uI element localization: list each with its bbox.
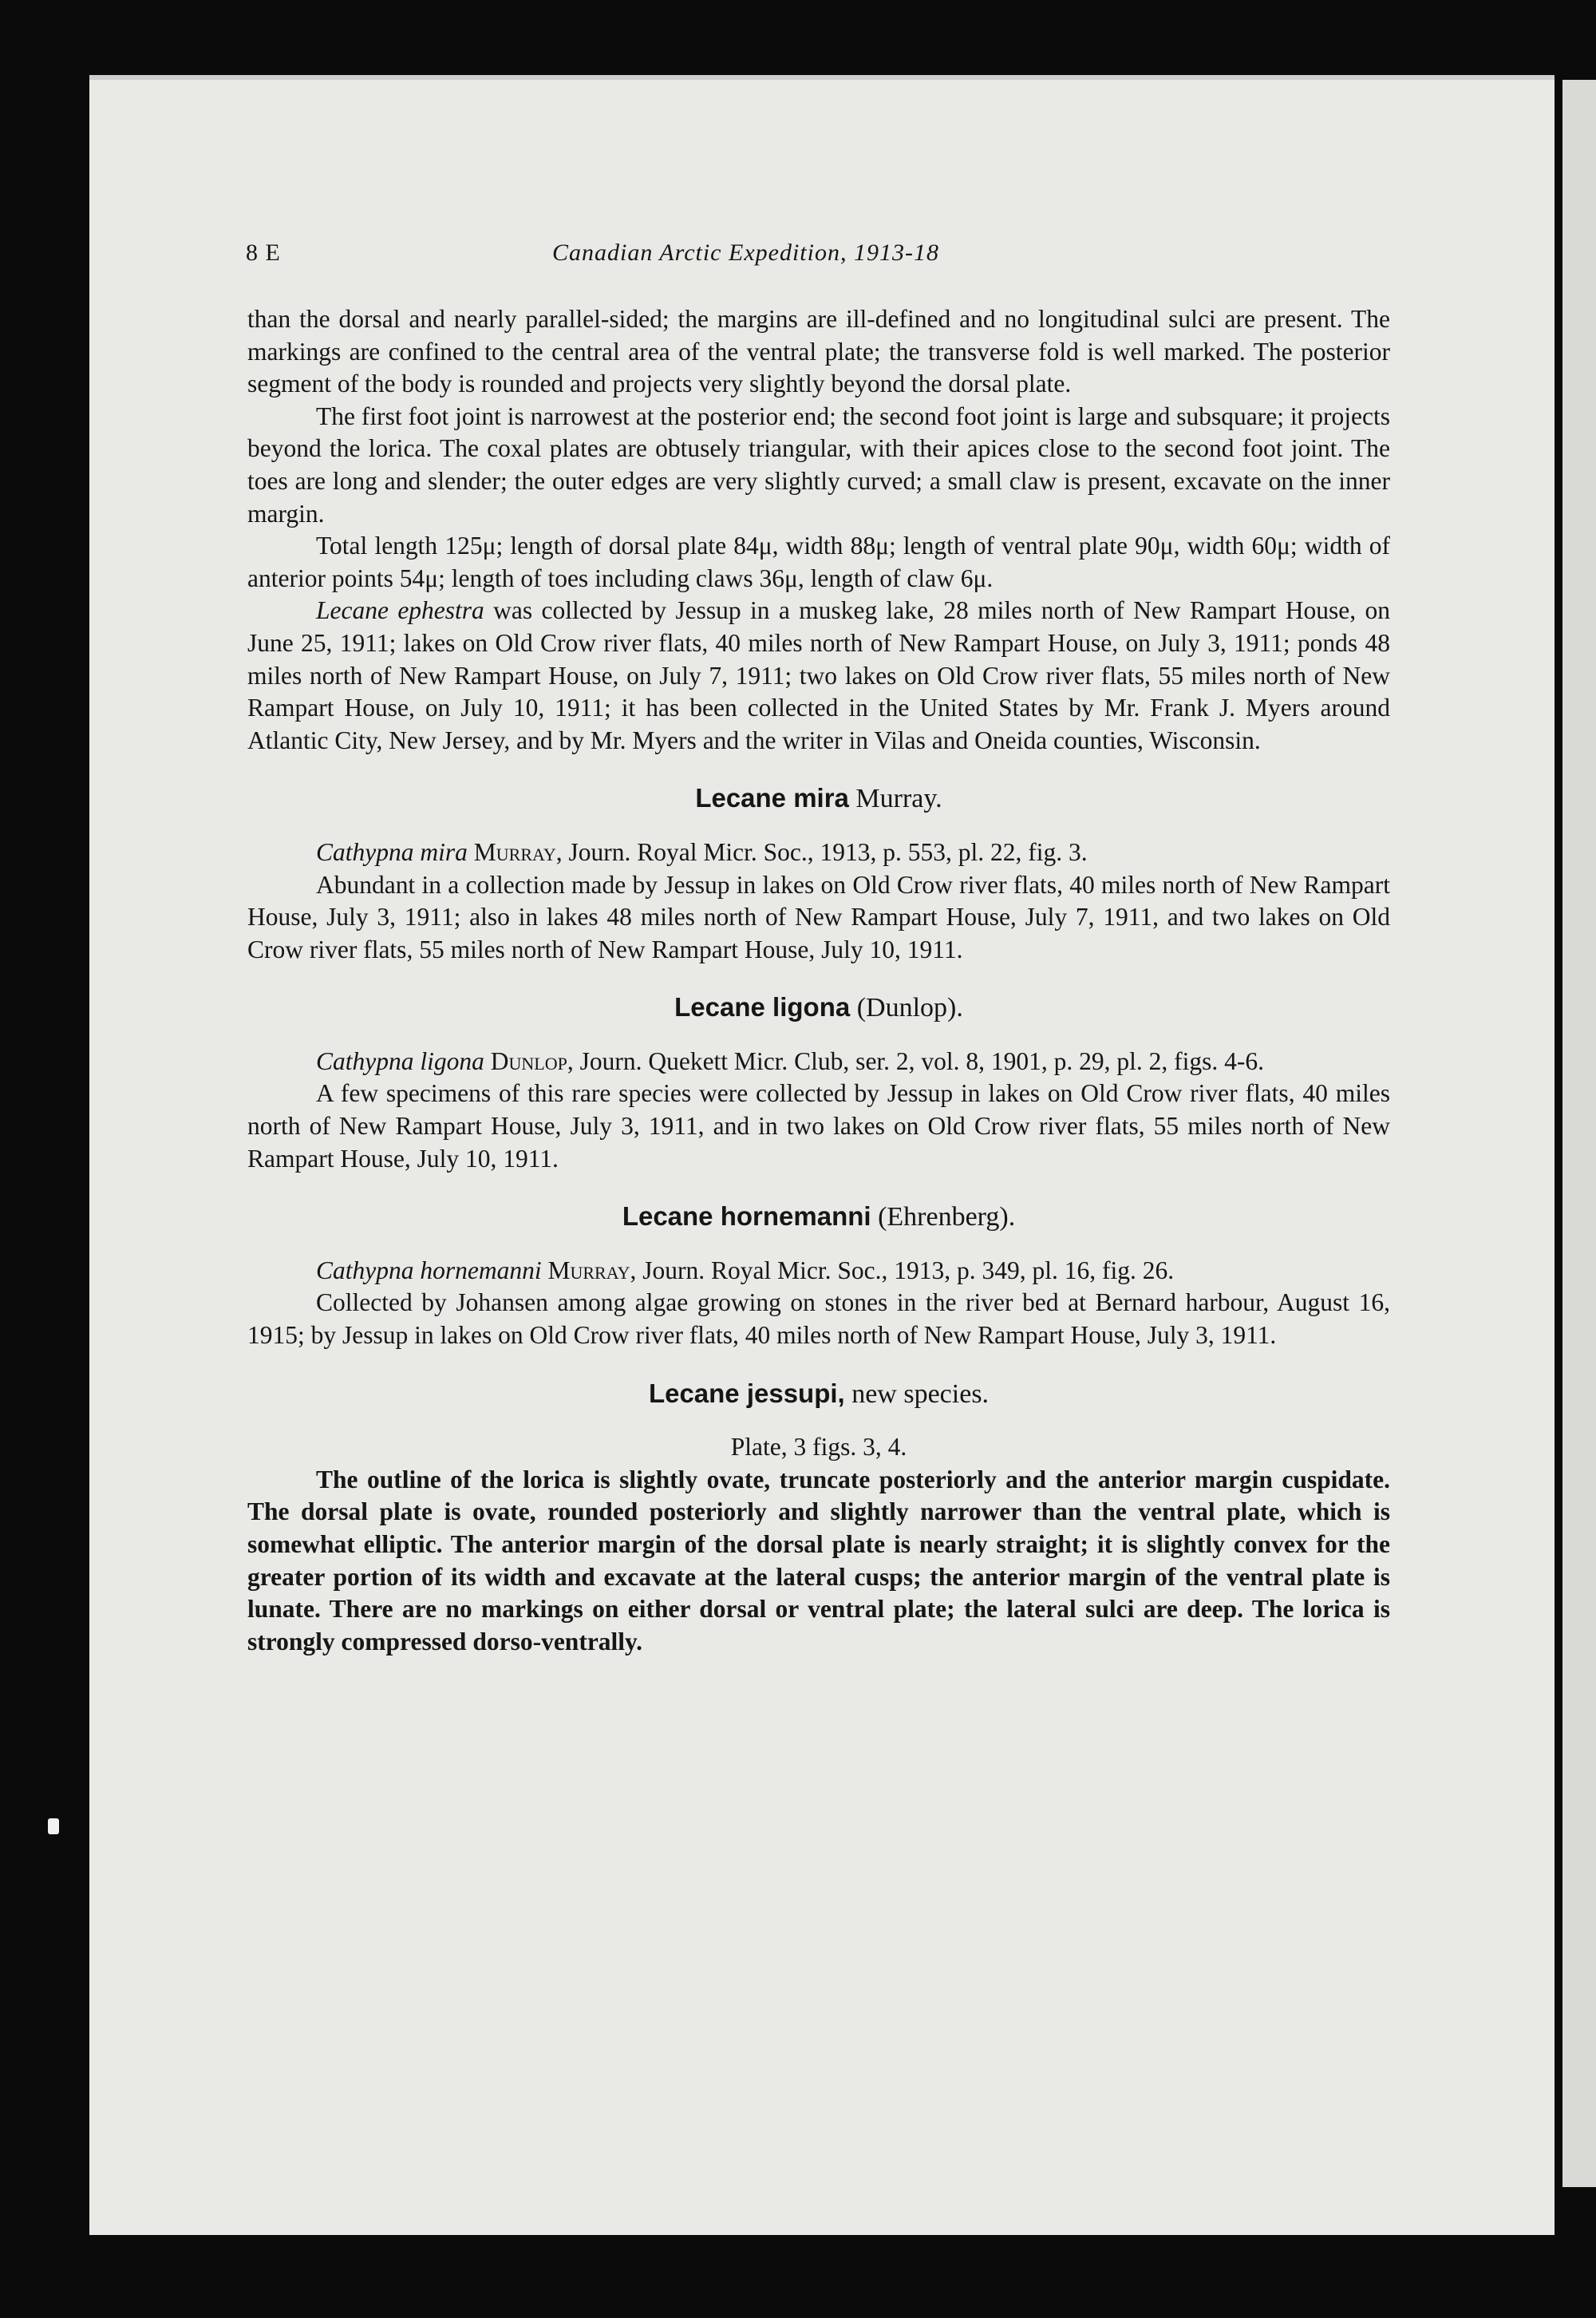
- species-heading-ligona: [247, 991, 1390, 1025]
- record-hornemanni: Collected by Johansen among algae growing on stones in the river bed at Bernard harbour, August 16, 1915; by Jessup in lakes on Old Crow river flats, 40 miles north of New Rampart House, July 3, 1911.: [247, 1288, 1390, 1350]
- species-authority: (Dunlop).: [856, 993, 963, 1023]
- cite-author: Dunlop,: [490, 1046, 574, 1075]
- synonym-name: Cathypna hornemanni: [316, 1256, 542, 1284]
- citation: Journ. Royal Micr. Soc., 1913, p. 553, pl. 22, fig. 3.: [562, 837, 1088, 866]
- record-mira: Abundant in a collection made by Jessup in lakes on Old Crow river flats, 40 miles north of New Rampart House, July 3, 1911; also in lakes 48 miles north of New Rampart House, July 7, 1911, and two lakes on Old Crow river flats, 55 miles north of New Rampart House, July 10, 1911.: [247, 870, 1390, 963]
- species-heading-mira: [247, 782, 1390, 816]
- species-authority: Murray.: [855, 784, 942, 814]
- species-name: Lecane jessupi,: [648, 1378, 845, 1408]
- page-number: 8 E: [246, 239, 281, 266]
- synonym-name: Cathypna mira: [316, 837, 468, 866]
- description-jessupi: The outline of the lorica is slightly ovate, truncate posteriorly and the anterior margin cuspidate. The dorsal plate is ovate, rounded posteriorly and slightly narrower than the ventral plate, which is somewhat elliptic. The anterior margin of the dorsal plate is nearly straight; it is slightly convex for the greater portion of its width and excavate at the lateral cusps; the anterior margin of the ventral plate is lunate. There are no markings on either dorsal or ventral plate; the lateral sulci are deep. The lorica is strongly compressed dorso-ventrally.: [247, 1465, 1390, 1655]
- synonym-name: Cathypna ligona: [316, 1046, 484, 1075]
- species-name: Lecane ligona: [674, 992, 851, 1023]
- species-name-italic: Lecane ephestra: [316, 596, 484, 625]
- paragraph-continued: than the dorsal and nearly parallel-sided; the margins are ill-defined and no longitudinal sulci are present. The markings are confined to the central area of the ventral plate; the transverse fold is well marked. The posterior segment of the body is rounded and projects very slightly beyond the dorsal plate.: [247, 305, 1390, 398]
- species-heading-hornemanni: [247, 1201, 1390, 1234]
- distribution-text: was collected by Jessup in a muskeg lake, 28 miles north of New Rampart House, on June 25, 1911; lakes on Old Crow river flats, 40 miles north of New Rampart House, on July 3, 1911; ponds 48 miles north of New Rampart House, on July 7, 1911; two lakes on Old Crow river flats, 55 miles north of New Rampart House, on July 10, 1911; it has been collected in the United States by Mr. Frank J. Myers around Atlantic City, New Jersey, and by Mr. Myers and the writer in Vilas and Oneida counties, Wisconsin.: [247, 596, 1390, 754]
- citation: Journ. Quekett Micr. Club, ser. 2, vol. 8, 1901, p. 29, pl. 2, figs. 4-6.: [573, 1046, 1265, 1075]
- page-body: [247, 303, 1390, 1658]
- species-name: Lecane hornemanni: [622, 1201, 871, 1232]
- record-ligona: A few specimens of this rare species were collected by Jessup in lakes on Old Crow river flats, 40 miles north of New Rampart House, July 3, 1911, and in two lakes on Old Crow river flats, 55 miles north of New Rampart House, July 10, 1911.: [247, 1079, 1390, 1173]
- synonymy-ligona: [247, 1046, 1390, 1078]
- species-authority: (Ehrenberg).: [878, 1202, 1016, 1232]
- paragraph-distribution: [247, 595, 1390, 757]
- cite-author: Murray,: [473, 837, 563, 866]
- species-authority: new species.: [851, 1379, 990, 1409]
- paragraph-foot: The first foot joint is narrowest at the posterior end; the second foot joint is large and subsquare; it projects beyond the lorica. The coxal plates are obtusely triangular, with their apices close to the second foot joint. The toes are long and slender; the outer edges are very slightly curved; a small claw is present, excavate on the inner margin.: [247, 401, 1390, 528]
- running-header: [246, 239, 1395, 279]
- synonymy-mira: [247, 837, 1390, 869]
- paragraph-measurements: Total length 125μ; length of dorsal plate 84μ, width 88μ; length of ventral plate 90μ, width 60μ; width of anterior points 54μ; length of toes including claws 36μ, length of claw 6μ.: [247, 532, 1390, 592]
- citation: Journ. Royal Micr. Soc., 1913, p. 349, pl. 16, fig. 26.: [636, 1256, 1175, 1284]
- species-heading-jessupi: [247, 1378, 1390, 1411]
- cite-author: Murray,: [547, 1256, 637, 1284]
- synonymy-hornemanni: [247, 1255, 1390, 1288]
- scan-mark: [48, 1818, 59, 1834]
- running-title: Canadian Arctic Expedition, 1913-18: [552, 239, 939, 266]
- species-name: Lecane mira: [695, 783, 849, 813]
- plate-reference: Plate, 3 figs. 3, 4.: [730, 1433, 907, 1462]
- next-page-edge: [1562, 80, 1596, 2187]
